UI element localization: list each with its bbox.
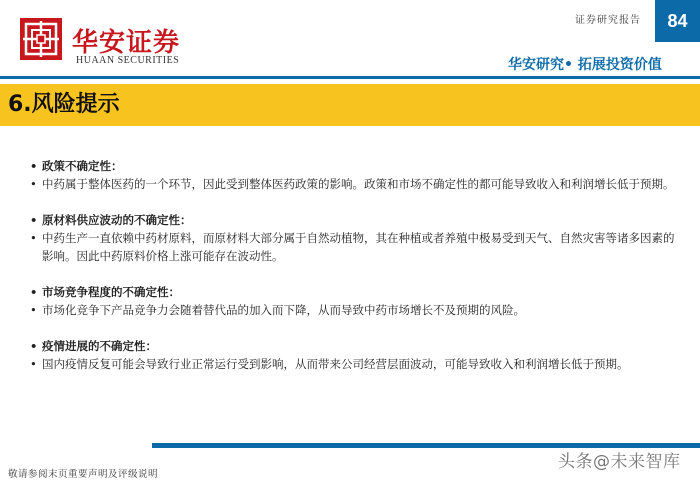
section-title: 6.风险提示	[8, 92, 120, 117]
bullet-icon: •	[30, 177, 37, 191]
report-type-label: 证券研究报告	[575, 15, 641, 26]
bullet-icon: •	[30, 357, 37, 371]
risk-list	[30, 157, 680, 373]
bullet-icon: •	[30, 303, 37, 317]
risk-text: • 中药生产一直依赖中药材原料，而原材料大部分属于自然动植物，其在种植或者养殖中极易受到天气、自然灾害等诸多因素的影响。因此中药原料价格上涨可能存在波动性。	[30, 231, 675, 263]
header-divider	[0, 76, 700, 79]
risk-heading: • 政策不确定性：	[30, 159, 123, 173]
risk-heading: • 疫情进展的不确定性：	[30, 339, 157, 353]
bullet-icon: •	[30, 285, 38, 299]
header-tagline: 华安研究• 拓展投资价值	[508, 57, 662, 73]
watermark: 头条@未来智库	[558, 452, 681, 472]
section-title-band	[0, 84, 700, 126]
bullet-icon: •	[30, 213, 38, 227]
bullet-icon: •	[30, 159, 38, 173]
footer-disclaimer: 敬请参阅末页重要声明及评级说明	[8, 469, 159, 480]
page-number: 84	[655, 0, 700, 42]
brand-name-cn: 华安证券	[72, 28, 181, 58]
bullet-icon: •	[30, 339, 38, 353]
brand-name-en: HUAAN SECURITIES	[76, 55, 180, 66]
bullet-icon: •	[30, 231, 37, 245]
risk-heading: • 市场竞争程度的不确定性：	[30, 285, 180, 299]
risk-text: • 国内疫情反复可能会导致行业正常运行受到影响，从而带来公司经营层面波动，可能导致收入和利润增长低于预期。	[30, 357, 629, 371]
brand-logo-icon	[20, 18, 62, 60]
risk-text: • 市场化竞争下产品竞争力会随着替代品的加入而下降，从而导致中药市场增长不及预期的风险。	[30, 303, 525, 317]
risk-heading: • 原材料供应波动的不确定性：	[30, 213, 192, 227]
risk-text: • 中药属于整体医药的一个环节，因此受到整体医药政策的影响。政策和市场不确定性的都可能导致收入和利润增长低于预期。	[30, 177, 675, 191]
